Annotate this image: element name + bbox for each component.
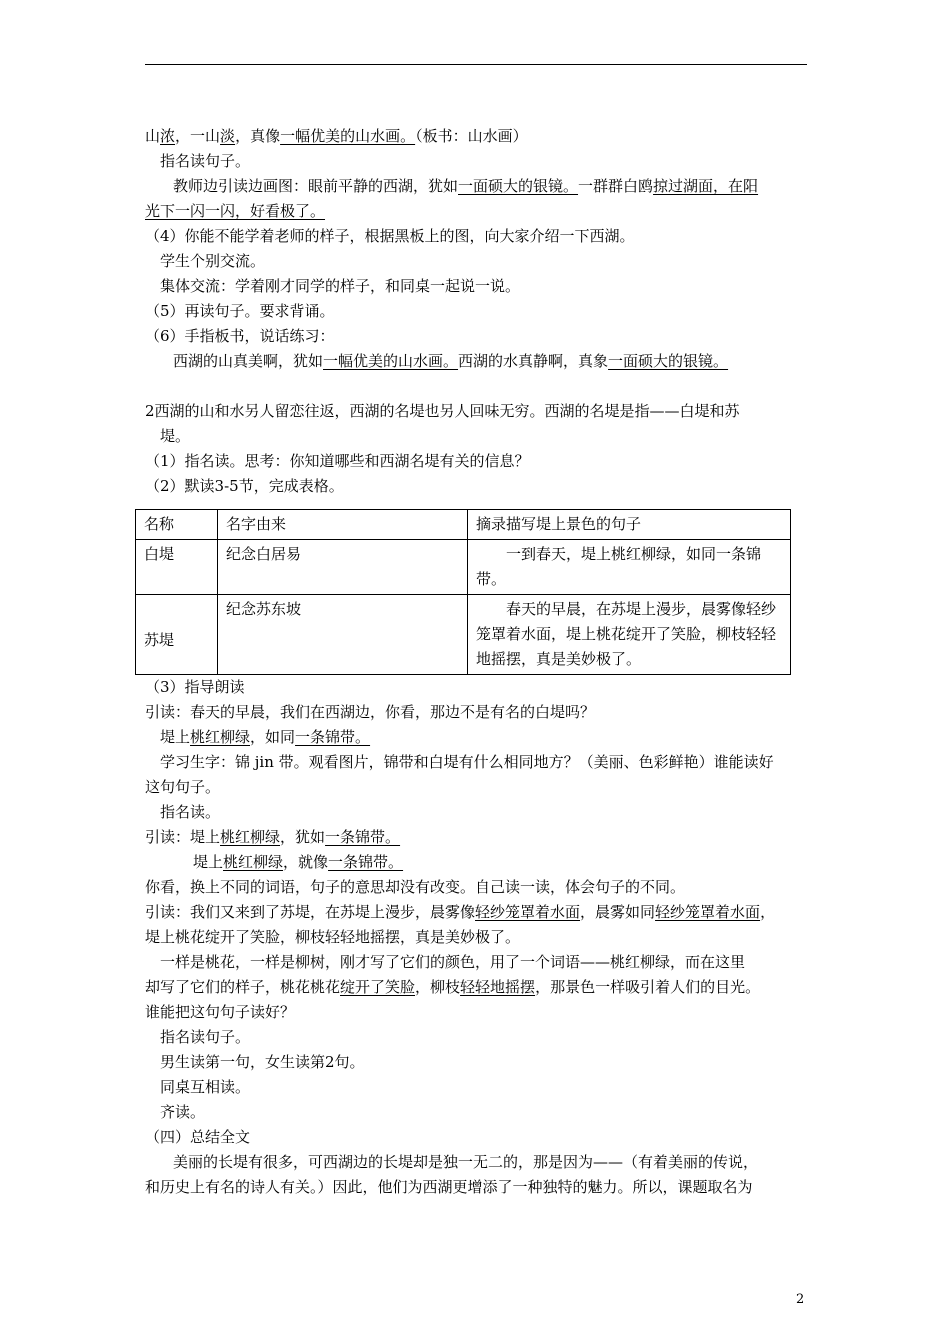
text-line (145, 1075, 811, 1100)
text-span: 美丽的长堤有很多，可西湖边的长堤却是独一无二的，那是因为——（有着美丽的传说， (173, 1153, 759, 1171)
text-line (145, 149, 811, 174)
text-span: （3）指导朗读 (145, 678, 245, 696)
cell-dike-origin: 纪念苏东坡 (218, 595, 468, 675)
text-span: 指名读句子。 (160, 152, 251, 170)
text-span: ，晨雾如同 (580, 903, 656, 921)
underlined-text: 一幅优美的山水画。 (323, 352, 459, 370)
text-line (145, 975, 811, 1000)
text-span: 男生读第一句，女生读第2句。 (160, 1053, 365, 1071)
text-span: 堤上桃花绽开了笑脸，柳枝轻轻地摇摆，真是美妙极了。 (145, 928, 521, 946)
text-line (145, 675, 811, 700)
text-line (145, 1050, 811, 1075)
underlined-text: 一面硕大的银镜。 (458, 177, 579, 195)
text-span: 堤。 (160, 427, 191, 445)
text-line (145, 424, 811, 449)
cell-dike-sentence: 春天的早晨，在苏堤上漫步，晨雾像轻纱笼罩着水面，堤上桃花绽开了笑脸，柳枝轻轻地摇摆，真是美妙极了。 (468, 595, 791, 675)
text-span: ，犹如 (280, 828, 326, 846)
text-span: 一群群白鸥 (578, 177, 654, 195)
text-line (145, 274, 811, 299)
text-span: 一样是桃花，一样是柳树，刚才写了它们的颜色，用了一个词语——桃红柳绿，而在这里 (160, 953, 746, 971)
dike-table (135, 509, 791, 675)
underlined-text: 光下一闪一闪，好看极了。 (145, 202, 326, 220)
text-line (145, 199, 811, 224)
text-line (145, 399, 811, 424)
underlined-text: 一幅优美的山水画。 (280, 127, 416, 145)
text-line (145, 1175, 811, 1200)
text-line (145, 925, 811, 950)
text-span: 你看，换上不同的词语，句子的意思却没有改变。自己读一读，体会句子的不同。 (145, 878, 686, 896)
text-span: （四）总结全文 (145, 1128, 251, 1146)
underlined-text: 轻纱笼罩着水面 (655, 903, 761, 921)
text-line (145, 900, 811, 925)
text-span: 却写了它们的样子，桃花桃花 (145, 978, 341, 996)
underlined-text: 一条锦带。 (328, 853, 404, 871)
text-line (145, 349, 811, 374)
text-span: 堤上 (160, 728, 191, 746)
underlined-text: 轻轻地摇摆 (460, 978, 536, 996)
cell-dike-origin: 纪念白居易 (218, 540, 468, 595)
text-line (145, 249, 811, 274)
underlined-text: 掠过湖面，在阳 (653, 177, 759, 195)
text-span: ，就像 (283, 853, 329, 871)
text-line (145, 800, 811, 825)
text-span: ， (760, 903, 776, 921)
text-line (145, 875, 811, 900)
text-span: ，那景色一样吸引着人们的目光。 (535, 978, 761, 996)
text-span: 集体交流：学着刚才同学的样子，和同桌一起说一说。 (160, 277, 521, 295)
text-line (145, 299, 811, 324)
text-line (145, 224, 811, 249)
text-span: ，柳枝 (415, 978, 461, 996)
underlined-text: 淡 (220, 127, 236, 145)
underlined-text: 一条锦带。 (325, 828, 401, 846)
header-cell-sentence: 摘录描写堤上景色的句子 (468, 510, 791, 540)
text-span: 教师边引读边画图：眼前平静的西湖，犹如 (173, 177, 459, 195)
underlined-text: 一条锦带。 (295, 728, 371, 746)
text-span: （5）再读句子。要求背诵。 (145, 302, 335, 320)
text-span: （2）默读3-5节，完成表格。 (145, 477, 344, 495)
text-span: 谁能把这句句子读好？ (145, 1003, 296, 1021)
text-span: 同桌互相读。 (160, 1078, 251, 1096)
underlined-text: 轻纱笼罩着水面 (475, 903, 581, 921)
text-span: 指名读。 (160, 803, 221, 821)
text-span: 山 (145, 127, 161, 145)
text-line (145, 174, 811, 199)
cell-dike-name: 白堤 (136, 540, 218, 595)
underlined-text: 浓 (160, 127, 176, 145)
blank-line (145, 374, 811, 399)
text-line (145, 700, 811, 725)
underlined-text: 一面硕大的银镜。 (608, 352, 729, 370)
text-span: （6）手指板书，说话练习： (145, 327, 335, 345)
text-span: 和历史上有名的诗人有关。）因此，他们为西湖更增添了一种独特的魅力。所以，课题取名为 (145, 1178, 753, 1196)
text-span: 引读：春天的早晨，我们在西湖边，你看，那边不是有名的白堤吗？ (145, 703, 596, 721)
text-line (145, 850, 811, 875)
text-line (145, 324, 811, 349)
header-rule (145, 64, 807, 65)
text-line (145, 1025, 811, 1050)
text-span: （1）指名读。思考：你知道哪些和西湖名堤有关的信息？ (145, 452, 530, 470)
underlined-text: 桃红柳绿 (190, 728, 251, 746)
document-body (145, 124, 811, 1200)
text-span: 西湖的山真美啊，犹如 (173, 352, 324, 370)
underlined-text: 桃红柳绿 (220, 828, 281, 846)
text-span: 西湖的水真静啊，真象 (458, 352, 609, 370)
header-cell-name: 名称 (136, 510, 218, 540)
text-line (145, 775, 811, 800)
underlined-text: 桃红柳绿 (223, 853, 284, 871)
text-line (145, 1125, 811, 1150)
text-line (145, 825, 811, 850)
text-span: 指名读句子。 (160, 1028, 251, 1046)
text-span: ，真像 (235, 127, 281, 145)
underlined-text: 绽开了笑脸 (340, 978, 416, 996)
text-span: （4）你能不能学着老师的样子，根据黑板上的图，向大家介绍一下西湖。 (145, 227, 635, 245)
text-span: 齐读。 (160, 1103, 206, 1121)
table-row (136, 540, 791, 595)
text-line (145, 750, 811, 775)
text-section-top (145, 124, 811, 499)
text-line (145, 950, 811, 975)
text-span: 堤上 (193, 853, 224, 871)
text-span: 学生个别交流。 (160, 252, 266, 270)
text-span: 引读：我们又来到了苏堤，在苏堤上漫步，晨雾像 (145, 903, 476, 921)
header-cell-origin: 名字由来 (218, 510, 468, 540)
text-section-bottom (145, 675, 811, 1200)
text-line (145, 124, 811, 149)
text-line (145, 725, 811, 750)
table-row (136, 595, 791, 675)
text-line (145, 449, 811, 474)
text-span: （板书：山水画） (415, 127, 528, 145)
page-number: 2 (796, 1292, 805, 1307)
text-line (145, 1000, 811, 1025)
text-span: 学习生字：锦 jin 带。观看图片，锦带和白堤有什么相同地方？（美丽、色彩鲜艳）谁能读好 (160, 753, 774, 771)
text-line (145, 1150, 811, 1175)
text-span: 引读：堤上 (145, 828, 221, 846)
text-line (145, 474, 811, 499)
text-span: ，一山 (175, 127, 221, 145)
text-span: 2西湖的山和水另人留恋往返，西湖的名堤也另人回味无穷。西湖的名堤是指——白堤和苏 (145, 402, 740, 420)
text-span: ，如同 (250, 728, 296, 746)
table-header-row (136, 510, 791, 540)
text-span: 这句句子。 (145, 778, 221, 796)
text-line (145, 1100, 811, 1125)
cell-dike-sentence: 一到春天，堤上桃红柳绿，如同一条锦带。 (468, 540, 791, 595)
cell-dike-name: 苏堤 (136, 595, 218, 675)
